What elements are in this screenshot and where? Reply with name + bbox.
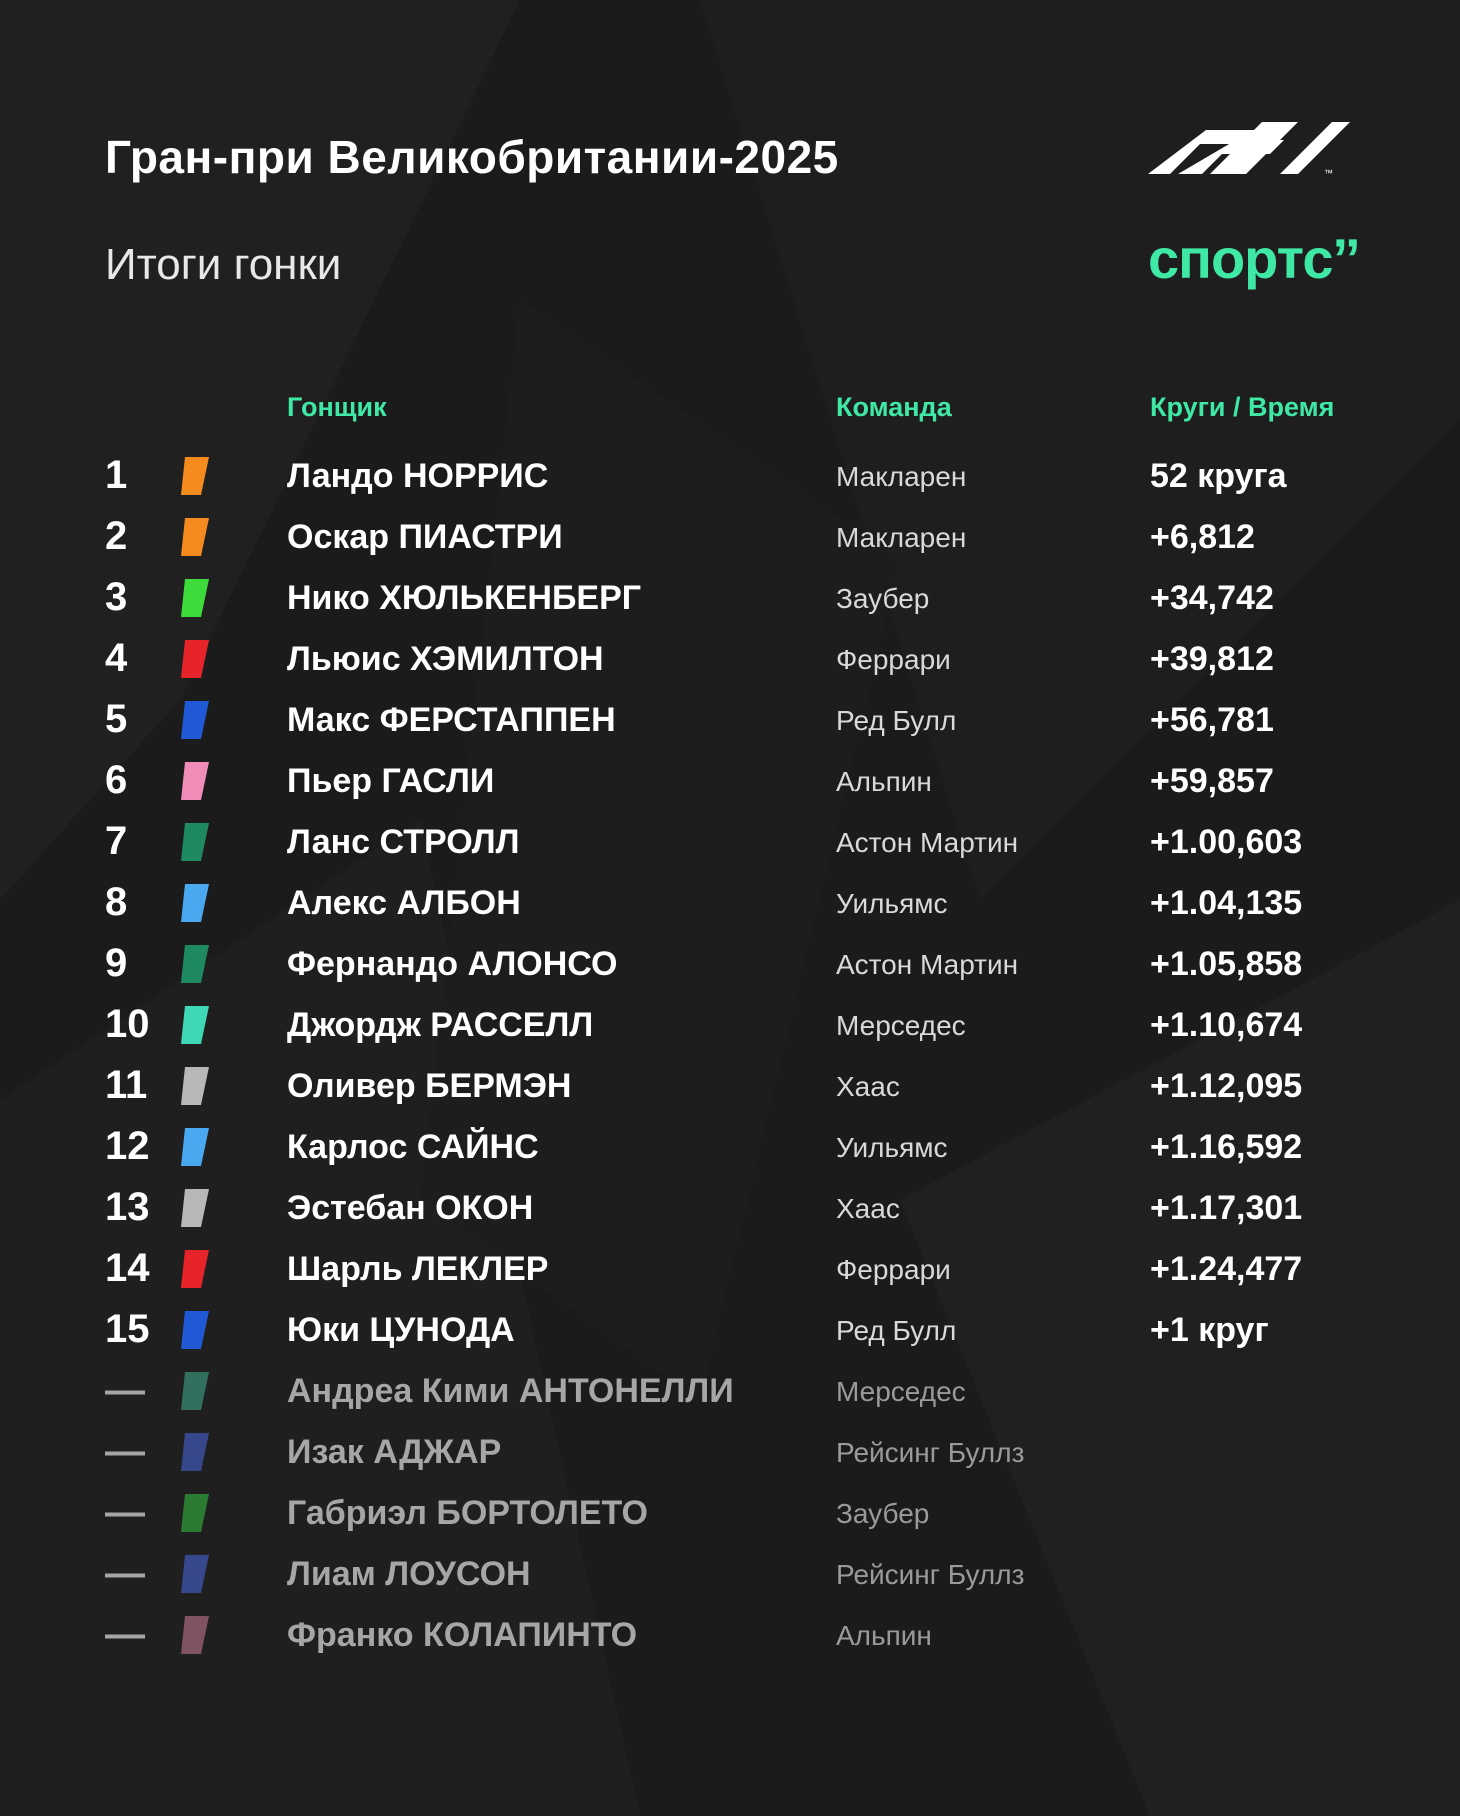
team-color-stripe (181, 884, 209, 922)
team-name: Уильямс (836, 1132, 948, 1163)
position: 14 (105, 1246, 150, 1290)
table-row (0, 506, 1460, 567)
column-header-driver: Гонщик (287, 392, 387, 422)
sports-logo: спортс’’ (1148, 227, 1360, 290)
result-time: +56,781 (1150, 701, 1274, 739)
table-row (0, 1055, 1460, 1116)
result-time: +34,742 (1150, 579, 1274, 617)
team-color-stripe (181, 1189, 209, 1227)
team-color-stripe (181, 518, 209, 556)
team-color-stripe (181, 579, 209, 617)
position: 7 (105, 819, 128, 863)
team-color-stripe (181, 1372, 209, 1410)
table-row (0, 1177, 1460, 1238)
f1-trademark: ™ (1324, 168, 1333, 178)
driver-name: Нико ХЮЛЬКЕНБЕРГ (287, 579, 642, 617)
result-time: +1.00,603 (1150, 823, 1303, 861)
driver-name: Эстебан ОКОН (287, 1189, 534, 1227)
team-color-stripe (181, 640, 209, 678)
team-name: Мерседес (836, 1376, 966, 1407)
position: — (105, 1490, 145, 1534)
driver-name: Ланс СТРОЛЛ (287, 823, 520, 861)
team-color-stripe (181, 1433, 209, 1471)
team-name: Макларен (836, 522, 967, 553)
table-row (0, 933, 1460, 994)
position: — (105, 1368, 145, 1412)
team-color-stripe (181, 1006, 209, 1044)
driver-name: Франко КОЛАПИНТО (287, 1616, 638, 1654)
team-name: Ред Булл (836, 1315, 957, 1346)
team-name: Альпин (836, 766, 932, 797)
table-row (0, 1482, 1460, 1543)
position: 4 (105, 636, 128, 680)
table-row (0, 628, 1460, 689)
team-color-stripe (181, 457, 209, 495)
table-row (0, 811, 1460, 872)
team-color-stripe (181, 1555, 209, 1593)
table-row (0, 445, 1460, 506)
team-color-stripe (181, 945, 209, 983)
result-time: +1.24,477 (1150, 1250, 1303, 1288)
table-row (0, 689, 1460, 750)
table-row (0, 994, 1460, 1055)
driver-name: Оскар ПИАСТРИ (287, 518, 563, 556)
table-row (0, 1238, 1460, 1299)
team-name: Мерседес (836, 1010, 966, 1041)
result-time: +59,857 (1150, 762, 1274, 800)
page-subtitle: Итоги гонки (105, 240, 342, 289)
table-row (0, 1299, 1460, 1360)
position: 10 (105, 1002, 150, 1046)
table-row (0, 1116, 1460, 1177)
result-time: 52 круга (1150, 457, 1287, 495)
driver-name: Фернандо АЛОНСО (287, 945, 618, 983)
result-time: +1.16,592 (1150, 1128, 1303, 1166)
position: 15 (105, 1307, 150, 1351)
driver-name: Макс ФЕРСТАППЕН (287, 701, 616, 739)
table-row (0, 1421, 1460, 1482)
position: 13 (105, 1185, 150, 1229)
position: 3 (105, 575, 128, 619)
driver-name: Льюис ХЭМИЛТОН (287, 640, 604, 678)
team-color-stripe (181, 1067, 209, 1105)
result-time: +6,812 (1150, 518, 1255, 556)
position: — (105, 1612, 145, 1656)
table-row (0, 567, 1460, 628)
table-row (0, 1543, 1460, 1604)
position: 12 (105, 1124, 150, 1168)
team-name: Заубер (836, 1498, 930, 1529)
team-name: Рейсинг Буллз (836, 1559, 1025, 1590)
team-color-stripe (181, 1616, 209, 1654)
table-row (0, 1604, 1460, 1665)
position: 6 (105, 758, 128, 802)
driver-name: Изак АДЖАР (287, 1433, 502, 1471)
table-row (0, 750, 1460, 811)
position: 9 (105, 941, 128, 985)
team-name: Уильямс (836, 888, 948, 919)
table-row (0, 1360, 1460, 1421)
driver-name: Пьер ГАСЛИ (287, 762, 495, 800)
team-name: Астон Мартин (836, 949, 1019, 980)
driver-name: Лиам ЛОУСОН (287, 1555, 531, 1593)
driver-name: Джордж РАССЕЛЛ (287, 1006, 594, 1044)
team-name: Феррари (836, 644, 951, 675)
column-header-laps-time: Круги / Время (1150, 392, 1335, 422)
driver-name: Алекс АЛБОН (287, 884, 521, 922)
driver-name: Андреа Кими АНТОНЕЛЛИ (287, 1372, 734, 1410)
driver-name: Ландо НОРРИС (287, 457, 549, 495)
driver-name: Оливер БЕРМЭН (287, 1067, 572, 1105)
position: 2 (105, 514, 128, 558)
team-name: Хаас (836, 1071, 900, 1102)
position: 1 (105, 453, 128, 497)
team-name: Ред Булл (836, 705, 957, 736)
team-color-stripe (181, 762, 209, 800)
team-name: Хаас (836, 1193, 900, 1224)
team-name: Астон Мартин (836, 827, 1019, 858)
team-name: Заубер (836, 583, 930, 614)
results-table (0, 445, 1460, 1665)
team-color-stripe (181, 1128, 209, 1166)
team-color-stripe (181, 823, 209, 861)
position: — (105, 1551, 145, 1595)
result-time: +1.17,301 (1150, 1189, 1303, 1227)
driver-name: Юки ЦУНОДА (287, 1311, 515, 1349)
team-color-stripe (181, 1250, 209, 1288)
team-color-stripe (181, 1311, 209, 1349)
f1-logo-icon (1148, 118, 1362, 178)
team-name: Макларен (836, 461, 967, 492)
column-header-team: Команда (836, 392, 952, 422)
page-title: Гран-при Великобритании-2025 (105, 131, 839, 183)
result-time: +39,812 (1150, 640, 1274, 678)
result-time: +1.04,135 (1150, 884, 1303, 922)
result-time: +1 круг (1150, 1311, 1269, 1349)
position: 8 (105, 880, 128, 924)
driver-name: Шарль ЛЕКЛЕР (287, 1250, 549, 1288)
position: 5 (105, 697, 128, 741)
driver-name: Габриэл БОРТОЛЕТО (287, 1494, 648, 1532)
team-name: Альпин (836, 1620, 932, 1651)
team-color-stripe (181, 1494, 209, 1532)
table-row (0, 872, 1460, 933)
team-name: Рейсинг Буллз (836, 1437, 1025, 1468)
team-color-stripe (181, 701, 209, 739)
result-time: +1.12,095 (1150, 1067, 1303, 1105)
position: — (105, 1429, 145, 1473)
result-time: +1.05,858 (1150, 945, 1303, 983)
position: 11 (105, 1063, 148, 1107)
driver-name: Карлос САЙНС (287, 1128, 539, 1166)
team-name: Феррари (836, 1254, 951, 1285)
result-time: +1.10,674 (1150, 1006, 1303, 1044)
